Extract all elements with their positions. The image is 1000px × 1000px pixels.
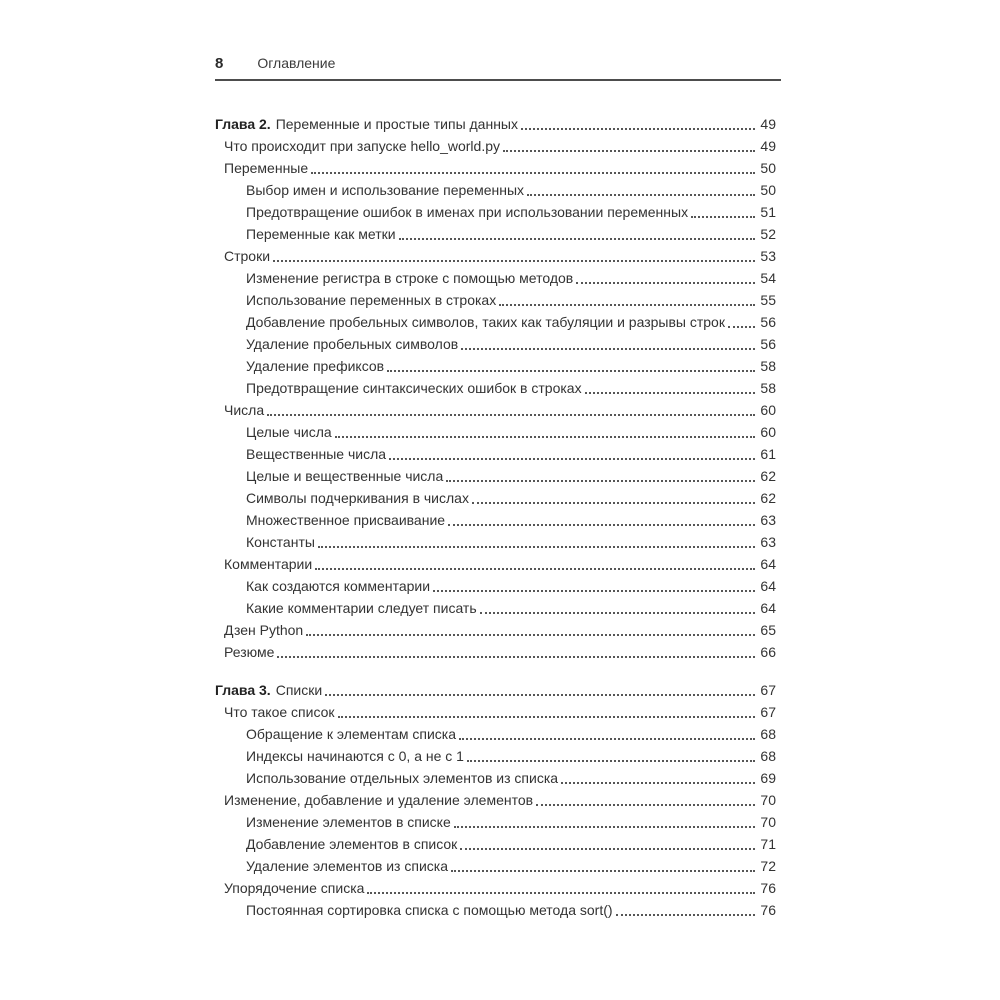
- toc-entry-row: [215, 157, 776, 179]
- toc-entry-row: [215, 509, 776, 531]
- toc-page-number: 49: [760, 138, 776, 154]
- toc-page-number: 67: [760, 682, 776, 698]
- toc-entry-title: Списки: [275, 682, 323, 698]
- toc-entry-row: [215, 245, 776, 267]
- dot-leader: [585, 392, 755, 394]
- toc-entry-title: Постоянная сортировка списка с помощью метода sort(): [246, 902, 613, 918]
- toc-entry-title: Резюме: [224, 644, 275, 660]
- dot-leader: [446, 480, 755, 482]
- dot-leader: [472, 502, 755, 504]
- header-title: Оглавление: [257, 55, 336, 71]
- toc-entry-title: Предотвращение синтаксических ошибок в строках: [246, 380, 582, 396]
- toc-page-number: 52: [760, 226, 776, 242]
- toc-page-number: 56: [760, 336, 776, 352]
- toc-entry-row: [215, 553, 776, 575]
- toc-page-number: 58: [760, 358, 776, 374]
- toc-entry-row: [215, 789, 776, 811]
- toc-entry-row: [215, 135, 776, 157]
- toc-entry-row: [215, 575, 776, 597]
- toc-entry-row: [215, 701, 776, 723]
- dot-leader: [315, 568, 755, 570]
- toc-page-number: 64: [760, 556, 776, 572]
- dot-leader: [273, 260, 755, 262]
- toc-entry-title: Вещественные числа: [246, 446, 387, 462]
- dot-leader: [399, 238, 755, 240]
- toc-entry-row: [215, 355, 776, 377]
- toc-page-number: 64: [760, 578, 776, 594]
- dot-leader: [728, 326, 755, 328]
- dot-leader: [561, 782, 755, 784]
- toc-page-number: 70: [760, 792, 776, 808]
- toc-page-number: 50: [760, 160, 776, 176]
- dot-leader: [277, 656, 755, 658]
- toc-page-number: 49: [760, 116, 776, 132]
- toc-entry-row: [215, 531, 776, 553]
- toc-page-number: 65: [760, 622, 776, 638]
- dot-leader: [460, 848, 755, 850]
- toc-entry-row: [215, 421, 776, 443]
- toc-entry-row: [215, 465, 776, 487]
- toc-entry-title: Изменение регистра в строке с помощью методов: [246, 270, 574, 286]
- toc-entry-title: Изменение, добавление и удаление элементов: [224, 792, 534, 808]
- dot-leader: [459, 738, 755, 740]
- toc-chapter-prefix: Глава 3.: [215, 682, 271, 698]
- toc-page-number: 70: [760, 814, 776, 830]
- dot-leader: [691, 216, 755, 218]
- toc-page-number: 60: [760, 402, 776, 418]
- toc-page-number: 54: [760, 270, 776, 286]
- toc-entry-row: [215, 619, 776, 641]
- toc-entry-row: [215, 201, 776, 223]
- toc-page-number: 63: [760, 534, 776, 550]
- dot-leader: [454, 826, 755, 828]
- dot-leader: [448, 524, 755, 526]
- toc-entry-row: [215, 179, 776, 201]
- toc-entry-row: [215, 487, 776, 509]
- toc-page-number: 53: [760, 248, 776, 264]
- dot-leader: [387, 370, 755, 372]
- toc-entry-row: [215, 811, 776, 833]
- toc-entry-title: Изменение элементов в списке: [246, 814, 451, 830]
- toc-entry-title: Какие комментарии следует писать: [246, 600, 477, 616]
- toc-entry-title: Числа: [224, 402, 265, 418]
- toc-page-number: 69: [760, 770, 776, 786]
- toc-chapter-row: [215, 113, 776, 135]
- toc-page-number: 72: [760, 858, 776, 874]
- dot-leader: [325, 694, 755, 696]
- toc-entry-row: [215, 767, 776, 789]
- dot-leader: [389, 458, 755, 460]
- toc-entry-title: Что такое список: [224, 704, 335, 720]
- toc-entry-title: Переменные и простые типы данных: [275, 116, 518, 132]
- toc-list: [215, 113, 781, 921]
- toc-entry-row: [215, 399, 776, 421]
- dot-leader: [616, 914, 755, 916]
- toc-entry-row: [215, 223, 776, 245]
- toc-entry-row: [215, 641, 776, 663]
- toc-entry-row: [215, 311, 776, 333]
- toc-page-number: 51: [760, 204, 776, 220]
- toc-entry-row: [215, 723, 776, 745]
- toc-page-number: 55: [760, 292, 776, 308]
- dot-leader: [467, 760, 755, 762]
- toc-entry-row: [215, 377, 776, 399]
- dot-leader: [367, 892, 755, 894]
- dot-leader: [480, 612, 755, 614]
- toc-entry-row: [215, 745, 776, 767]
- toc-entry-row: [215, 289, 776, 311]
- toc-entry-title: Переменные: [224, 160, 309, 176]
- toc-entry-row: [215, 899, 776, 921]
- toc-page-number: 76: [760, 902, 776, 918]
- toc-entry-title: Использование переменных в строках: [246, 292, 497, 308]
- toc-entry-title: Упорядочение списка: [224, 880, 365, 896]
- toc-entry-title: Переменные как метки: [246, 226, 396, 242]
- toc-page-number: 67: [760, 704, 776, 720]
- toc-page-number: 76: [760, 880, 776, 896]
- toc-page-number: 63: [760, 512, 776, 528]
- page-content: [215, 54, 781, 921]
- toc-page-number: 66: [760, 644, 776, 660]
- toc-entry-row: [215, 855, 776, 877]
- toc-entry-title: Удаление префиксов: [246, 358, 385, 374]
- dot-leader: [521, 128, 755, 130]
- toc-entry-title: Дзен Python: [224, 622, 304, 638]
- toc-page-number: 61: [760, 446, 776, 462]
- toc-page-number: 62: [760, 490, 776, 506]
- dot-leader: [576, 282, 755, 284]
- toc-entry-title: Выбор имен и использование переменных: [246, 182, 525, 198]
- toc-chapter-row: [215, 679, 776, 701]
- dot-leader: [433, 590, 755, 592]
- toc-page-number: 64: [760, 600, 776, 616]
- dot-leader: [503, 150, 755, 152]
- running-header: [215, 54, 781, 81]
- dot-leader: [306, 634, 755, 636]
- dot-leader: [267, 414, 755, 416]
- toc-chapter-prefix: Глава 2.: [215, 116, 271, 132]
- toc-entry-title: Индексы начинаются с 0, а не с 1: [246, 748, 464, 764]
- toc-entry-title: Добавление элементов в список: [246, 836, 458, 852]
- dot-leader: [318, 546, 755, 548]
- toc-entry-row: [215, 833, 776, 855]
- toc-page-number: 50: [760, 182, 776, 198]
- toc-page-number: 58: [760, 380, 776, 396]
- dot-leader: [527, 194, 755, 196]
- toc-page-number: 60: [760, 424, 776, 440]
- toc-page-number: 56: [760, 314, 776, 330]
- toc-entry-title: Константы: [246, 534, 315, 550]
- toc-page-number: 62: [760, 468, 776, 484]
- toc-entry-title: Множественное присваивание: [246, 512, 446, 528]
- dot-leader: [311, 172, 755, 174]
- toc-entry-row: [215, 877, 776, 899]
- dot-leader: [338, 716, 755, 718]
- toc-page-number: 71: [760, 836, 776, 852]
- toc-entry-title: Строки: [224, 248, 271, 264]
- toc-entry-title: Обращение к элементам списка: [246, 726, 456, 742]
- dot-leader: [499, 304, 755, 306]
- toc-entry-title: Предотвращение ошибок в именах при использовании переменных: [246, 204, 689, 220]
- toc-entry-title: Символы подчеркивания в числах: [246, 490, 469, 506]
- toc-entry-row: [215, 333, 776, 355]
- header-page-number: 8: [215, 55, 224, 72]
- dot-leader: [536, 804, 755, 806]
- toc-entry-title: Комментарии: [224, 556, 313, 572]
- toc-entry-title: Что происходит при запуске hello_world.py: [224, 138, 501, 154]
- dot-leader: [335, 436, 755, 438]
- toc-entry-title: Целые числа: [246, 424, 332, 440]
- toc-entry-row: [215, 443, 776, 465]
- toc-entry-title: Целые и вещественные числа: [246, 468, 444, 484]
- toc-entry-title: Использование отдельных элементов из списка: [246, 770, 559, 786]
- toc-page-number: 68: [760, 748, 776, 764]
- toc-page-number: 68: [760, 726, 776, 742]
- toc-entry-row: [215, 597, 776, 619]
- toc-entry-row: [215, 267, 776, 289]
- toc-entry-title: Удаление пробельных символов: [246, 336, 459, 352]
- toc-entry-title: Добавление пробельных символов, таких как табуляции и разрывы строк: [246, 314, 725, 330]
- toc-entry-title: Как создаются комментарии: [246, 578, 431, 594]
- toc-entry-title: Удаление элементов из списка: [246, 858, 448, 874]
- dot-leader: [461, 348, 755, 350]
- dot-leader: [451, 870, 755, 872]
